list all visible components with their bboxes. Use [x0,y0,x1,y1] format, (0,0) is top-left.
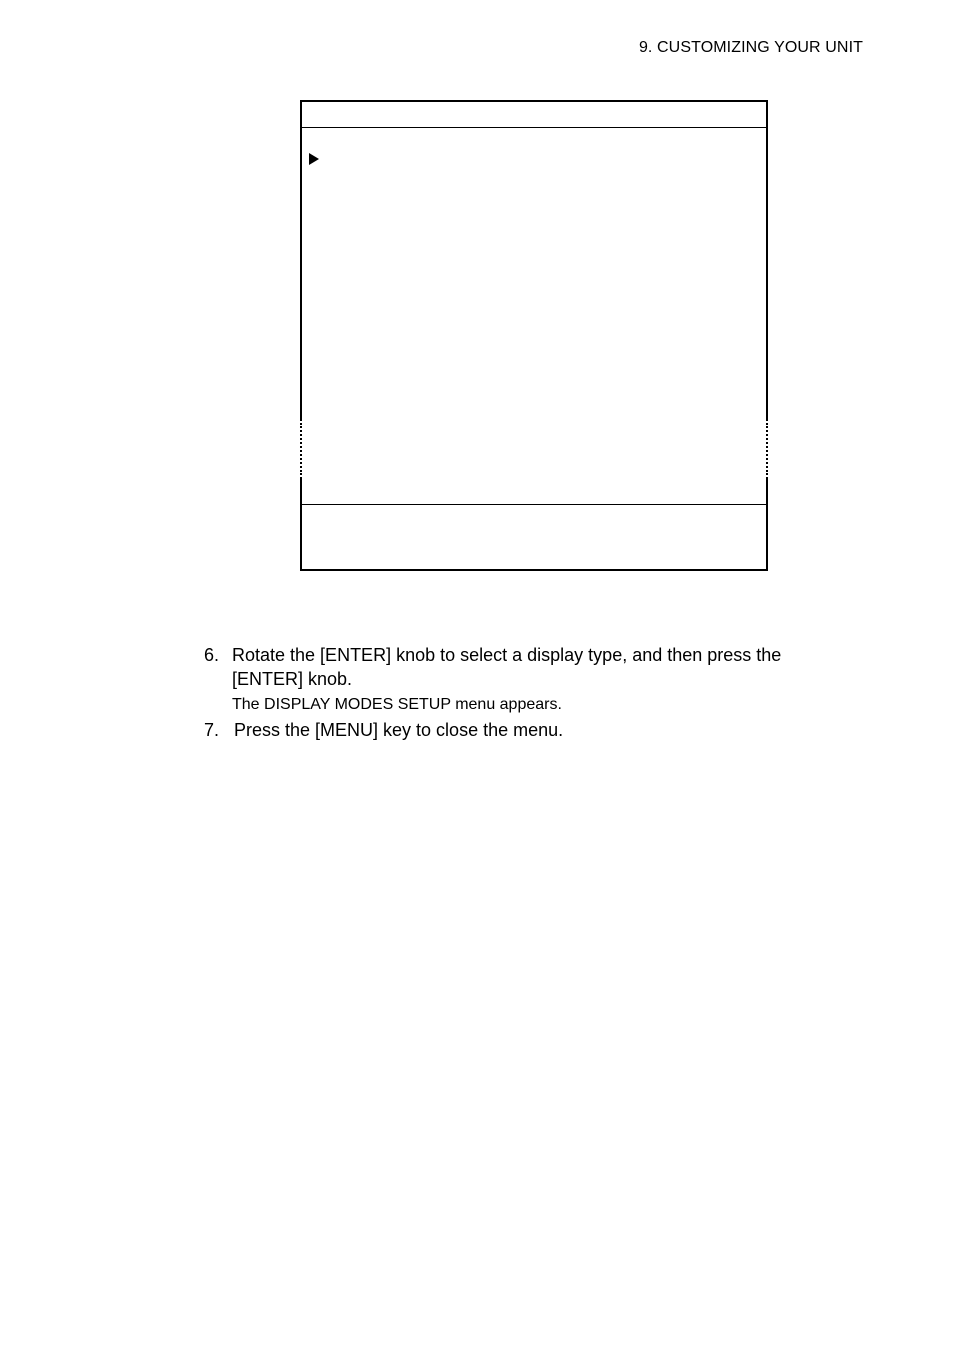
step-number: 7. [204,720,220,740]
running-header: 9. CUSTOMIZING YOUR UNIT [638,39,863,56]
step-text: Press the [MENU] key to close the menu. [234,720,564,740]
step-note: The DISPLAY MODES SETUP menu appears. [232,696,562,713]
step-6 [204,643,824,691]
figure-break-left [300,423,302,475]
figure-right-border [766,100,768,421]
figure-left-border [300,100,302,421]
figure-left-border-lower [300,477,302,571]
figure-top-border [300,100,768,102]
figure-bottom-border [300,569,768,571]
procedure-steps [204,643,824,742]
figure-footer-separator [300,504,768,505]
cursor-arrow-icon [309,153,319,165]
figure-right-border-lower [766,477,768,571]
step-text: Rotate the [ENTER] knob to select a display type, and then press the [ENTER] knob. [232,645,782,689]
menu-screen-figure [300,100,768,571]
figure-title-separator [300,127,768,128]
figure-break-right [766,423,768,475]
step-7 [204,718,824,742]
step-number: 6. [204,645,220,665]
